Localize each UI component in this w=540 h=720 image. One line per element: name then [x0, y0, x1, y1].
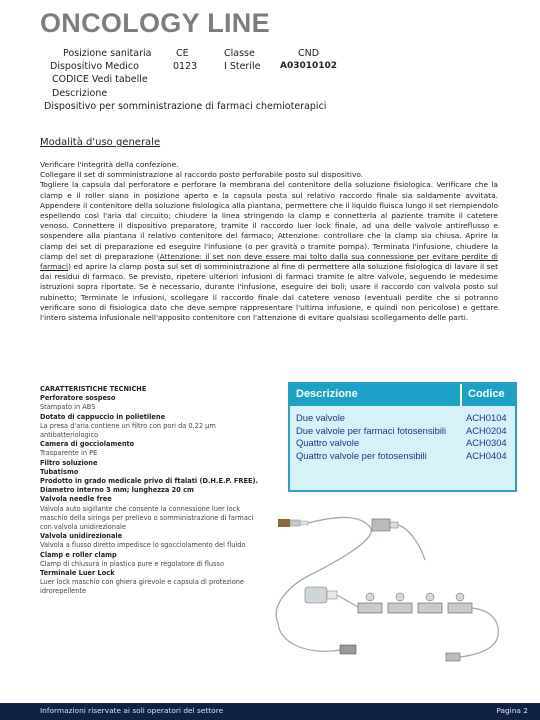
spec-item: Tubatismo — [40, 467, 79, 476]
spec-item: Trasparente in PE — [40, 449, 98, 458]
spec-item: La presa d'aria contiene un filtro con pori da 0.22 µm — [40, 421, 216, 430]
tube-lower — [278, 623, 340, 651]
posizione-label: Posizione sanitaria — [63, 48, 152, 59]
spec-item: idrorepellente — [40, 587, 87, 596]
product-codes-table — [288, 382, 517, 492]
spec-item: Perforatore sospeso — [40, 394, 116, 403]
table-cell-code: ACH0104 — [466, 412, 507, 423]
cnd-value: A03010102 — [280, 61, 338, 71]
spec-item: Clamp e roller clamp — [40, 550, 117, 559]
ce-value: 0123 — [173, 61, 198, 72]
dispositivo-label: Dispositivo Medico — [50, 61, 139, 72]
spike-connector — [278, 519, 308, 527]
spec-item: antibatteriologico — [40, 431, 99, 440]
drip-chamber — [305, 587, 337, 603]
footer-bar — [0, 703, 540, 720]
spec-item: Valvola a flusso diretto impedisce lo sgocciolamento del fluido — [40, 541, 246, 550]
spec-item: Terminale Luer Lock — [40, 569, 115, 578]
spec-item: Camera di gocciolamento — [40, 440, 135, 449]
instruction-text: Togliere la capsula dal perforatore e perforare la membrana del contenitore della soluzione fisiologica. Verificare che la clamp e il roller siano in posizione aperto e la capsula posta sul relativo raccordo finale sia saldamente avvitata. Appendere il contenitore della soluzione fisiologica alla piantana, permettere che il liquido fluisca lungo il set riempiendolo espellendo così l'aria dal circuito; chiudere la linea stringendo la clamp e connetterla al paziente tramite il catetere venoso. Connettere il dispositivo preparatore, tramite il raccordo luer lock finale, ad una delle valvole antireflusso e sospendere alla piantana il relativo contenitore del farmaco; Attenzione: controllare che la clamp sia chiusa. Aprire la clamp del set di preparazione ed eseguire l'infusione (o per gravità o tramite pompa). Terminata l'infusione, chiudere la clamp del set di preparazione ( — [40, 180, 498, 261]
luer-lock-terminal — [446, 653, 460, 661]
column-header-codice: Codice — [460, 384, 515, 406]
ce-label: CE — [176, 48, 189, 59]
code-column — [460, 412, 515, 462]
spec-item: Valvola unidirezionale — [40, 532, 123, 541]
spec-item: Luer lock maschio con ghiera girevole e capsula di protezione — [40, 578, 244, 587]
spec-item: Prodotto in grado medicale privo di ftalati (D.H.E.P. FREE). — [40, 477, 258, 486]
page-number: Pagina 2 — [496, 706, 528, 715]
table-cell-code: ACH0304 — [466, 437, 507, 449]
table-cell-code: ACH0204 — [466, 424, 507, 436]
descrizione-value: Dispositivo per somministrazione di farmaci chemioterapici — [44, 101, 327, 112]
classe-value: I Sterile — [224, 61, 261, 72]
section-title: Modalità d'uso generale — [40, 137, 161, 148]
instruction-paragraph: Collegare il set di somministrazione al raccordo posto perforabile posto sul dispositivo. — [40, 170, 364, 180]
classe-label: Classe — [224, 48, 255, 59]
valve-manifold — [358, 593, 472, 613]
table-cell-desc: Due valvole per farmaci fotosensibili — [296, 424, 447, 436]
instruction-paragraph — [40, 180, 498, 323]
roller-clamp — [340, 645, 356, 654]
tube-end — [460, 608, 498, 657]
tube-segment — [337, 595, 358, 607]
spec-item: Valvola auto sigillante che consente la connessione luer lock — [40, 504, 241, 513]
descrizione-label: Descrizione — [52, 88, 108, 99]
footer-disclaimer: Informazioni riservate ai soli operatori del settore — [40, 706, 224, 715]
description-column — [290, 412, 460, 462]
technical-specs — [40, 385, 258, 597]
valve-top — [372, 519, 398, 531]
cnd-label: CND — [298, 48, 320, 59]
table-cell-desc: Quattro valvole — [296, 437, 360, 449]
table-cell-desc: Quattro valvole per fotosensibili — [296, 449, 427, 461]
instruction-text: ) ed aprire la clamp posta sul set di somministrazione al fine di permettere alla soluzione fisiologica di lavare il set dai residui di farmaco. Se previsto, ripetere ulteriori infusioni di farmaci tramite le altre valvole, seguendo le medesime istruzioni sopra riportate. Se è necessario, durante l'infusione, eseguire dei boli; usare il raccordo con valvola posto sul rubinetto; Terminate le infusioni, scollegare il raccordo finale dal catetere venoso (eventuali perdite che si potranno verificare sono di fisiologica dato che deve sempre rappresentare l'ultima infusione, e quindi non pericolose) e gettare l'intero sistema infusionale nell'apposito contenitore con l'attenzione di evitare qualsiasi scollegamento delle parti. — [40, 262, 498, 323]
codice-label: CODICE Vedi tabelle — [52, 74, 148, 85]
spec-item: Dotato di cappuccio in polietilene — [40, 412, 166, 421]
spec-item: Valvola needle free — [40, 495, 112, 504]
table-body — [290, 406, 515, 462]
spec-item: con valvola unidirezionale — [40, 523, 126, 532]
spec-item: Clamp di chiusura in plastica pure e regolatore di flusso — [40, 559, 224, 568]
table-header — [290, 384, 515, 406]
page-title: ONCOLOGY LINE — [40, 8, 270, 38]
table-cell-desc: Due valvole — [296, 412, 345, 423]
table-cell-code: ACH0404 — [466, 449, 507, 461]
tube-main — [276, 517, 371, 623]
specs-heading: CARATTERISTICHE TECNICHE — [40, 385, 147, 393]
column-header-descrizione: Descrizione — [290, 384, 460, 406]
spec-item: Diametro interno 3 mm; lunghezza 20 cm — [40, 486, 194, 495]
infusion-set-illustration — [250, 505, 520, 675]
warning-text: Attenzione: il set non deve essere mai tolto dalla sua connessione per evitare perdite di farmaci — [40, 251, 498, 272]
spec-item: maschio della siringa per prelievo o somministrazione di farmaci — [40, 513, 254, 522]
spec-item: Filtro soluzione — [40, 458, 98, 467]
spec-item: Stampato in ABS — [40, 403, 96, 412]
instructions-text — [40, 160, 498, 323]
tube-branch — [398, 525, 425, 560]
instruction-paragraph: Verificare l'integrità della confezione. — [40, 160, 179, 169]
